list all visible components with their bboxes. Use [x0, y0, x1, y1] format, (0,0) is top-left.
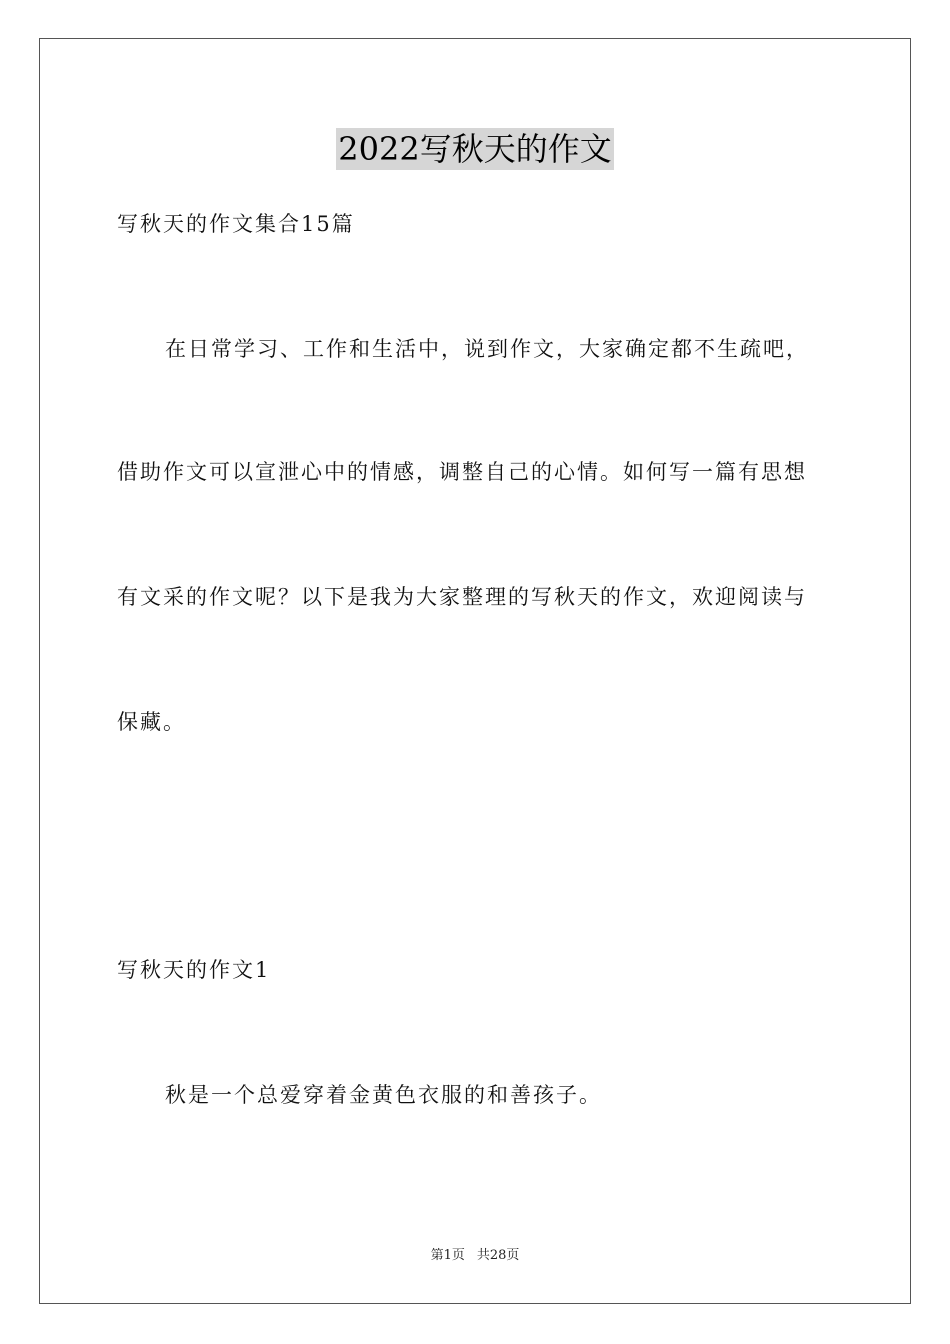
- page-footer: [0, 1247, 950, 1265]
- intro-line-1: 在日常学习、工作和生活中，说到作文，大家确定都不生疏吧，: [165, 337, 809, 361]
- total-pages: 共28页: [476, 1248, 520, 1263]
- collection-subtitle: 写秋天的作文集合15篇: [117, 212, 355, 236]
- intro-line-4: 保藏。: [117, 710, 186, 734]
- intro-line-2: 借助作文可以宣泄心中的情感，调整自己的心情。如何写一篇有思想: [117, 460, 807, 484]
- document-title: 2022写秋天的作文: [338, 130, 612, 168]
- intro-line-3: 有文采的作文呢？以下是我为大家整理的写秋天的作文，欢迎阅读与: [117, 585, 807, 609]
- section-heading: 写秋天的作文1: [117, 958, 271, 982]
- page-number: 第1页: [430, 1248, 465, 1263]
- document-title-wrapper: [0, 128, 950, 170]
- section-paragraph-line: 秋是一个总爱穿着金黄色衣服的和善孩子。: [165, 1083, 602, 1107]
